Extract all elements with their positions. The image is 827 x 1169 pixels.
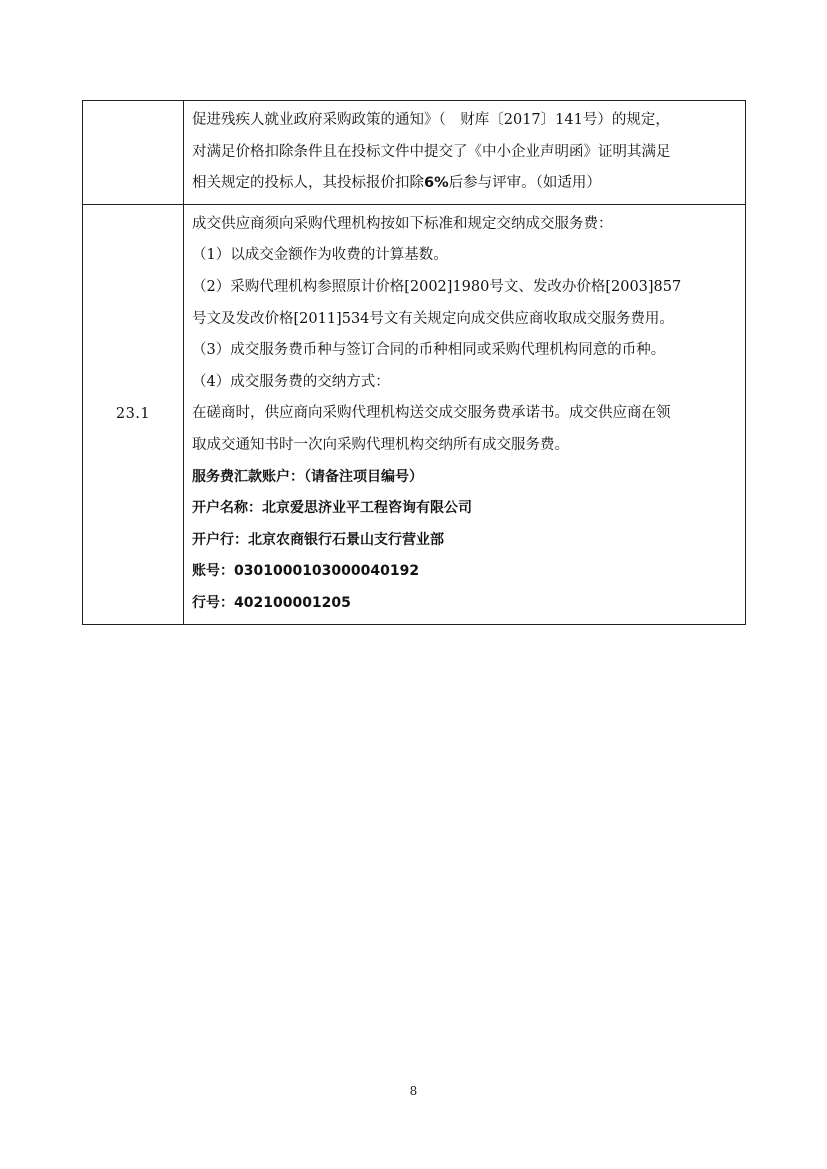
text-line [192, 168, 741, 200]
account-number: 账号：0301000103000040192 [192, 563, 420, 580]
document-table [82, 100, 746, 625]
bank-code: 行号：402100001205 [192, 594, 351, 611]
page-number: 8 [409, 1084, 418, 1098]
text-segment: 后参与评审。（如适用） [448, 175, 601, 192]
row-number-cell [83, 101, 184, 205]
text-line: （3）成交服务费币种与签订合同的币种相同或采购代理机构同意的币种。 [192, 342, 666, 359]
text-line: 在磋商时，供应商向采购代理机构送交成交服务费承诺书。成交供应商在领 [192, 405, 671, 422]
text-line: 成交供应商须向采购代理机构按如下标准和规定交纳成交服务费： [192, 215, 613, 232]
text-line: 对满足价格扣除条件且在投标文件中提交了《中小企业声明函》证明其满足 [192, 143, 671, 160]
row-number-cell: 23.1 [83, 204, 184, 624]
account-bank: 开户行：北京农商银行石景山支行营业部 [192, 531, 444, 548]
row-content-cell [184, 101, 746, 205]
table-row [83, 101, 746, 205]
table-row [83, 204, 746, 624]
text-segment: 相关规定的投标人，其投标报价扣除 [192, 175, 424, 192]
text-line: 取成交通知书时一次向采购代理机构交纳所有成交服务费。 [192, 436, 569, 453]
text-line: 号文及发改价格[2011]534号文有关规定向成交供应商收取成交服务费用。 [192, 310, 674, 327]
text-line: （4）成交服务费的交纳方式： [192, 373, 390, 390]
account-name: 开户名称：北京爱思济业平工程咨询有限公司 [192, 500, 472, 517]
account-heading: 服务费汇款账户：（请备注项目编号） [192, 468, 423, 485]
text-line: 促进残疾人就业政府采购政策的通知》（ 财库〔2017〕141号）的规定， [192, 112, 670, 128]
text-line: （2）采购代理机构参照原计价格[2002]1980号文、发改办价格[2003]857 [192, 278, 682, 295]
discount-percentage: 6% [424, 175, 449, 192]
row-content-cell [184, 204, 746, 624]
text-line: （1）以成交金额作为收费的计算基数。 [192, 247, 448, 264]
